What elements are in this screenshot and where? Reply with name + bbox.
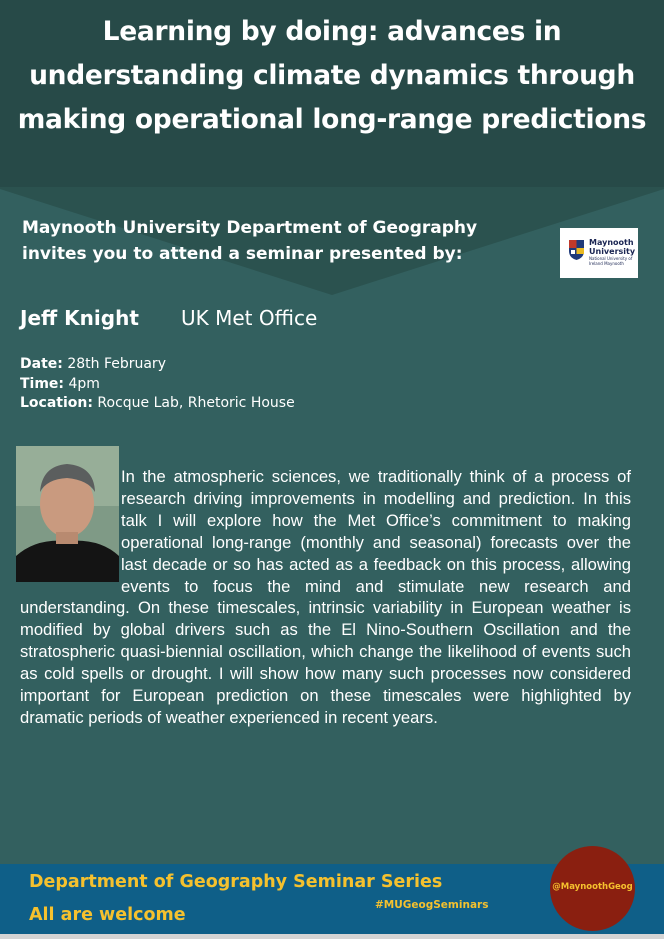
photo-wrap-spacer: [20, 466, 121, 594]
time-value: 4pm: [68, 375, 100, 392]
time-row: [20, 375, 295, 395]
date-row: [20, 355, 295, 375]
hashtag: #MUGeogSeminars: [375, 899, 489, 911]
event-details: [20, 355, 295, 414]
poster-title: Learning by doing: advances in understanding climate dynamics through making operational long-range predictions: [17, 16, 647, 135]
welcome-text: All are welcome: [29, 905, 186, 925]
abstract-paragraph: [20, 466, 631, 729]
location-value: Rocque Lab, Rhetoric House: [97, 395, 295, 411]
twitter-badge: [550, 846, 635, 931]
speaker-line: [20, 306, 318, 330]
date-value: 28th February: [67, 356, 166, 372]
seminar-series-title: Department of Geography Seminar Series: [29, 872, 443, 892]
speaker-name: Jeff Knight: [20, 306, 139, 330]
logo-subtitle: National University of Ireland Maynooth: [589, 256, 633, 266]
twitter-handle: @MaynoothGeog: [552, 882, 633, 892]
speaker-organisation: UK Met Office: [181, 306, 318, 330]
bottom-strip: [0, 934, 664, 939]
logo-name: Maynooth University: [589, 238, 636, 256]
university-crest-icon: [568, 239, 585, 261]
time-label: Time:: [20, 375, 65, 392]
location-label: Location:: [20, 395, 93, 411]
location-row: [20, 394, 295, 414]
abstract-text: In the atmospheric sciences, we traditionally think of a process of research driving improvements in modelling and prediction. In this talk I will explore how the Met Office’s commitment to making operational long-range (monthly and seasonal) forecasts over the last decade or so has acted as a feedback on this process, allowing events to focus the mind and stimulate new research and understanding. On these timescales, intrinsic variability in European weather is modified by global drivers such as the El Nino-Southern Oscillation and the stratospheric quasi-biennial oscillation, which change the likelihood of events such as cold spells or drought. I will show how many such processes now considered important for European prediction on these timescales were highlighted by dramatic periods of weather experienced in recent years.: [20, 467, 631, 727]
date-label: Date:: [20, 356, 63, 372]
maynooth-university-logo: [560, 228, 638, 278]
invitation-text: Maynooth University Department of Geography invites you to attend a seminar presented by:: [22, 218, 478, 264]
